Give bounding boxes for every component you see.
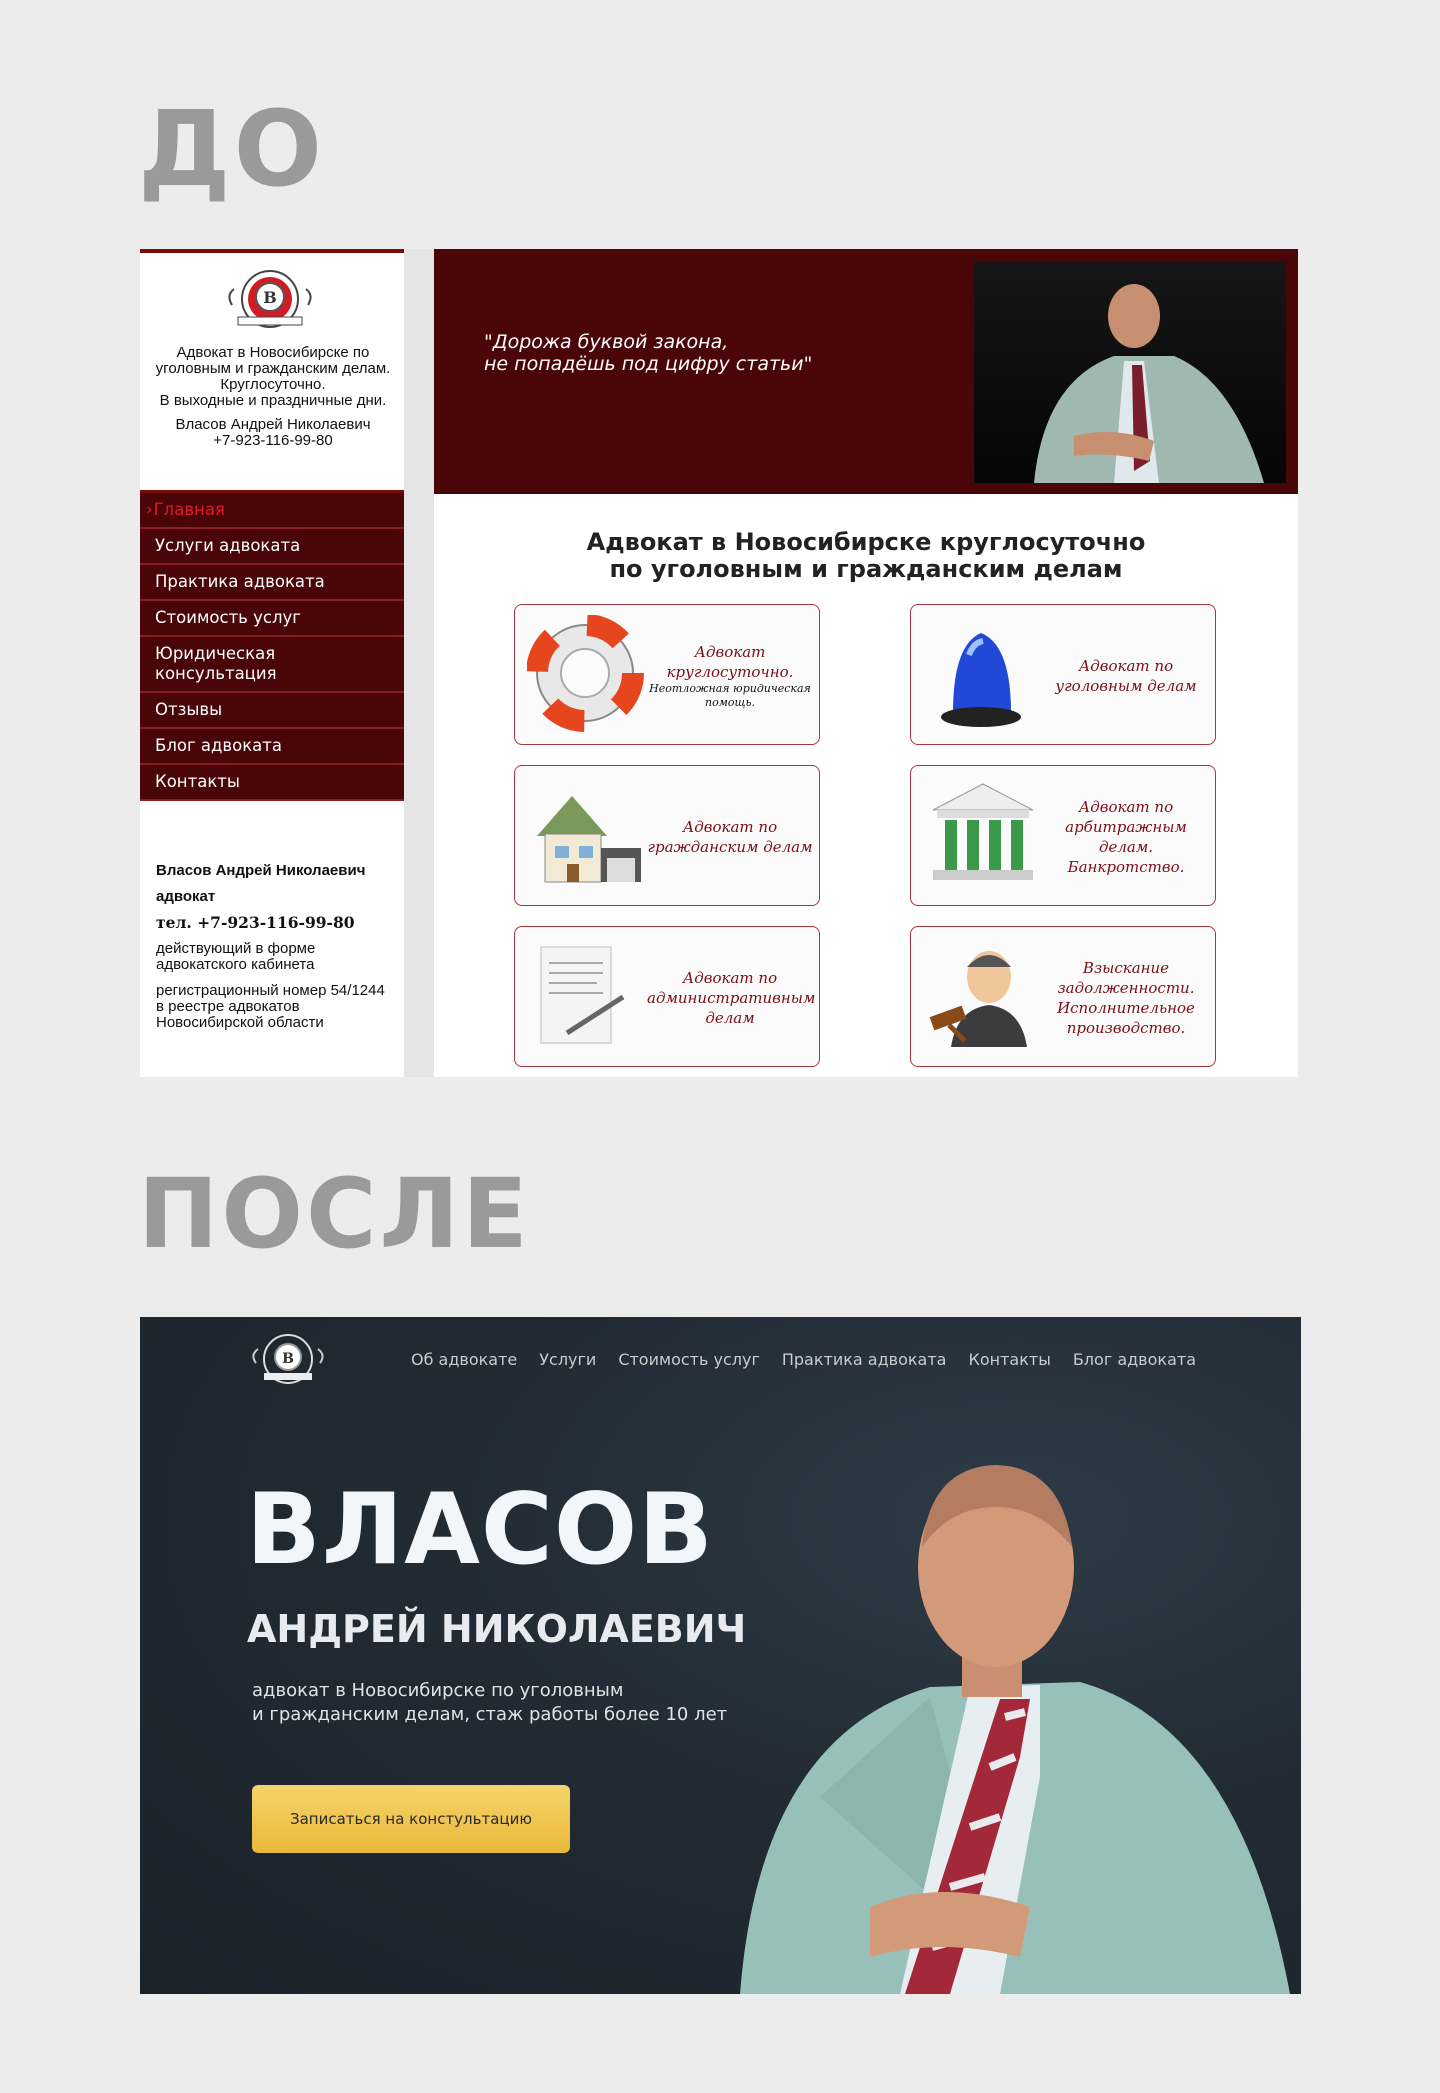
old-intro-name: Власов Андрей Николаевич <box>175 416 371 433</box>
old-nav-consultation[interactable]: Юридическая консультация <box>140 637 404 693</box>
law-office-logo <box>222 265 318 337</box>
old-nav-practice[interactable]: Практика адвоката <box>140 565 404 601</box>
document-pen-icon <box>527 937 647 1055</box>
new-nav-contacts[interactable]: Контакты <box>968 1350 1051 1369</box>
new-hero-surname: ВЛАСОВ <box>246 1473 714 1587</box>
old-contacts-name: Власов Андрей Николаевич <box>156 862 366 879</box>
old-card-subtitle: Неотложная юридическая помощь. <box>649 681 811 709</box>
old-contacts-role: адвокат <box>156 888 216 905</box>
old-card-text <box>1043 605 1209 745</box>
new-hero-description-line: и гражданским делам, стаж работы более 10 лет <box>252 1704 728 1725</box>
new-nav-blog[interactable]: Блог адвоката <box>1072 1350 1196 1369</box>
old-main <box>434 249 1298 1077</box>
lifebuoy-icon <box>527 615 647 733</box>
old-contacts <box>156 863 396 1041</box>
old-page-title <box>434 529 1298 583</box>
new-nav-about[interactable]: Об адвокате <box>411 1350 518 1369</box>
old-banner <box>434 249 1298 494</box>
old-service-card[interactable] <box>514 604 820 745</box>
old-service-card[interactable] <box>910 765 1216 906</box>
old-contacts-reg: регистрационный номер 54/1244 в реестре адвокатов Новосибирской области <box>156 982 385 1031</box>
new-hero-firstname: АНДРЕЙ НИКОЛАЕВИЧ <box>247 1607 747 1651</box>
new-nav <box>411 1350 1196 1369</box>
old-title-line: Адвокат в Новосибирске круглосуточно <box>586 528 1146 556</box>
old-card-text <box>1043 766 1209 906</box>
new-nav-practice[interactable]: Практика адвоката <box>781 1350 947 1369</box>
old-intro-phone: +7-923-116-99-80 <box>213 432 333 449</box>
old-quote-line: "Дорожа буквой закона, <box>484 331 729 353</box>
old-nav-reviews[interactable]: Отзывы <box>140 693 404 729</box>
old-card-text <box>647 605 813 745</box>
old-quote-line: не попадёшь под цифру статьи" <box>484 353 813 375</box>
old-site-screenshot <box>140 249 1298 1077</box>
old-card-text <box>647 766 813 906</box>
old-service-card[interactable] <box>514 765 820 906</box>
old-intro-line: Адвокат в Новосибирске по уголовным и гражданским делам. Круглосуточно. <box>155 344 391 393</box>
lawyer-portrait-image <box>974 261 1286 483</box>
after-heading: ПОСЛЕ <box>138 1158 531 1270</box>
old-intro-line: В выходные и праздничные дни. <box>159 392 387 409</box>
svg-text:В: В <box>263 288 277 307</box>
courthouse-icon <box>923 776 1043 894</box>
old-card-title: Адвокат по гражданским делам <box>647 817 813 856</box>
old-nav-prices[interactable]: Стоимость услуг <box>140 601 404 637</box>
old-service-card[interactable] <box>910 926 1216 1067</box>
old-card-title: Взыскание задолженности. Исполнительное производство. <box>1057 958 1195 1037</box>
house-icon <box>527 776 647 894</box>
old-nav <box>140 490 404 801</box>
old-intro-text <box>154 345 392 449</box>
old-card-title: Адвокат по арбитражным делам. Банкротство. <box>1065 797 1187 876</box>
old-nav-contacts[interactable]: Контакты <box>140 765 404 801</box>
old-contacts-form: действующий в форме адвокатского кабинета <box>156 940 316 973</box>
old-quote <box>484 331 812 375</box>
judge-gavel-icon <box>923 937 1043 1055</box>
old-sidebar <box>140 249 404 1077</box>
old-card-title: Адвокат по уголовным делам <box>1055 656 1197 695</box>
new-site-screenshot <box>140 1317 1301 1994</box>
siren-icon <box>923 615 1043 733</box>
old-card-title: Адвокат по административным делам <box>647 968 816 1027</box>
old-nav-blog[interactable]: Блог адвоката <box>140 729 404 765</box>
new-nav-services[interactable]: Услуги <box>539 1350 597 1369</box>
old-card-text <box>647 927 816 1067</box>
old-card-title: Адвокат круглосуточно. <box>666 642 794 681</box>
before-heading: ДО <box>138 88 326 210</box>
new-hero-description-line: адвокат в Новосибирске по уголовным <box>252 1680 624 1701</box>
old-nav-home[interactable]: › Главная <box>140 493 404 529</box>
old-contacts-phone: тел. +7-923-116-99-80 <box>156 913 355 932</box>
law-office-logo[interactable] <box>250 1329 326 1391</box>
old-lawyer-photo <box>974 261 1286 483</box>
lawyer-portrait-image <box>700 1437 1301 1994</box>
svg-text:В: В <box>282 1351 294 1367</box>
book-consultation-button[interactable]: Записаться на констультацию <box>252 1785 570 1853</box>
old-title-line: по уголовным и гражданским делам <box>609 555 1123 583</box>
old-card-text <box>1043 927 1209 1067</box>
new-hero-description <box>252 1679 772 1727</box>
new-nav-prices[interactable]: Стоимость услуг <box>618 1350 760 1369</box>
old-service-card[interactable] <box>514 926 820 1067</box>
old-service-card[interactable] <box>910 604 1216 745</box>
old-nav-services[interactable]: Услуги адвоката <box>140 529 404 565</box>
